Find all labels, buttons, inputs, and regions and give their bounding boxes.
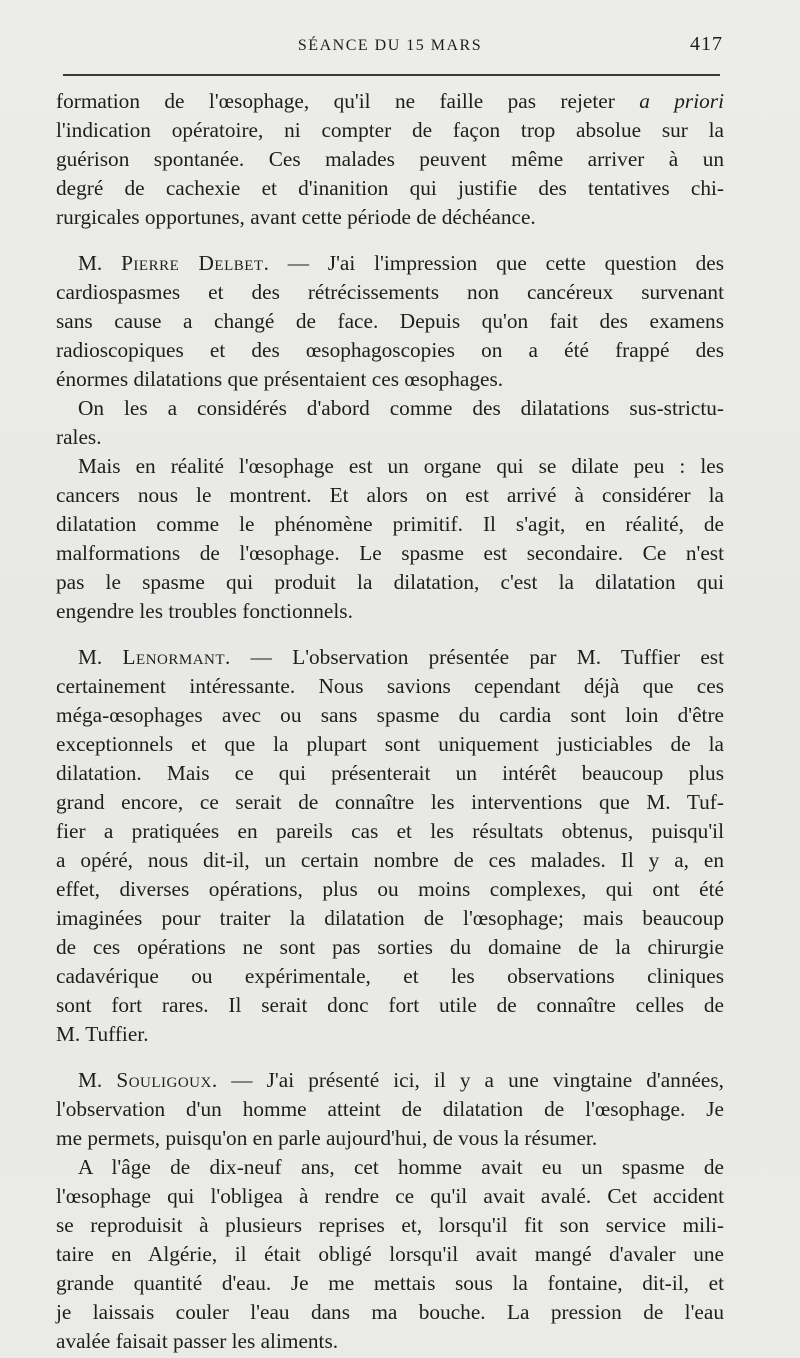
text-line <box>56 1182 724 1211</box>
speaker-prefix: M. <box>78 645 123 669</box>
running-header <box>57 33 723 59</box>
line-text: . — L'observation présentée par M. Tuffier est <box>225 645 724 669</box>
text-line <box>56 817 724 846</box>
text-line <box>56 87 724 116</box>
text-line <box>56 1020 724 1049</box>
line-text: effet, diverses opérations, plus ou moins complexes, qui ont été <box>56 877 724 901</box>
paragraph <box>56 87 724 232</box>
paragraph <box>56 1066 724 1356</box>
line-text: l'observation d'un homme atteint de dilatation de l'œsophage. Je <box>56 1097 724 1121</box>
line-text: rurgicales opportunes, avant cette période de déchéance. <box>56 205 536 229</box>
text-line <box>56 1095 724 1124</box>
text-line <box>56 481 724 510</box>
text-line <box>56 1124 724 1153</box>
paragraph-gap <box>56 1049 724 1066</box>
text-line <box>56 336 724 365</box>
line-text: malformations de l'œsophage. Le spasme est secondaire. Ce n'est <box>56 541 724 565</box>
text-body <box>56 87 724 1356</box>
line-text: de ces opérations ne sont pas sorties du domaine de la chirurgie <box>56 935 724 959</box>
text-line <box>56 1153 724 1182</box>
speaker-prefix: M. <box>78 251 122 275</box>
line-text: se reproduisit à plusieurs reprises et, lorsqu'il fit son service mili- <box>56 1213 724 1237</box>
line-text: radioscopiques et des œsophagoscopies on a été frappé des <box>56 338 724 362</box>
text-line <box>56 394 724 423</box>
line-text: engendre les troubles fonctionnels. <box>56 599 353 623</box>
text-line <box>56 701 724 730</box>
line-text: méga-œsophages avec ou sans spasme du cardia sont loin d'être <box>56 703 724 727</box>
text-line <box>56 962 724 991</box>
text-line <box>56 672 724 701</box>
text-line <box>56 203 724 232</box>
text-line <box>56 145 724 174</box>
line-text: taire en Algérie, il était obligé lorsqu'il avait mangé d'avaler une <box>56 1242 724 1266</box>
line-text: l'indication opératoire, ni compter de façon trop absolue sur la <box>56 118 724 142</box>
speaker-name: Lenormant <box>122 645 226 669</box>
text-line <box>56 1298 724 1327</box>
text-line <box>56 307 724 336</box>
text-line <box>56 452 724 481</box>
line-text: imaginées pour traiter la dilatation de l'œsophage; mais beaucoup <box>56 906 724 930</box>
text-line <box>56 1066 724 1095</box>
line-text: grand encore, ce serait de connaître les interventions que M. Tuf- <box>56 790 724 814</box>
text-line <box>56 568 724 597</box>
line-text: je laissais couler l'eau dans ma bouche. La pression de l'eau <box>56 1300 724 1324</box>
paragraph <box>56 643 724 1049</box>
line-text: . — J'ai présenté ici, il y a une vingtaine d'années, <box>211 1068 724 1092</box>
line-text: avalée faisait passer les aliments. <box>56 1329 339 1353</box>
text-line <box>56 278 724 307</box>
line-text: cancers nous le montrent. Et alors on est arrivé à considérer la <box>56 483 724 507</box>
line-text: Mais en réalité l'œsophage est un organe qui se dilate peu : les <box>78 454 724 478</box>
text-line <box>56 539 724 568</box>
text-line <box>56 1211 724 1240</box>
text-line <box>56 1240 724 1269</box>
line-text: énormes dilatations que présentaient ces œsophages. <box>56 367 504 391</box>
line-text: On les a considérés d'abord comme des dilatations sus-strictu- <box>78 396 724 420</box>
line-text: l'œsophage qui l'obligea à rendre ce qu'il avait avalé. Cet accident <box>56 1184 724 1208</box>
line-text: sont fort rares. Il serait donc fort utile de connaître celles de <box>56 993 724 1017</box>
italic-text: a priori <box>639 89 724 113</box>
line-text: guérison spontanée. Ces malades peuvent même arriver à un <box>56 147 724 171</box>
line-text: dilatation comme le phénomène primitif. Il s'agit, en réalité, de <box>56 512 724 536</box>
line-text: grande quantité d'eau. Je me mettais sous la fontaine, dit-il, et <box>56 1271 724 1295</box>
paragraph <box>56 249 724 626</box>
text-line <box>56 423 724 452</box>
line-text: cardiospasmes et des rétrécissements non cancéreux survenant <box>56 280 724 304</box>
header-rule <box>63 74 720 76</box>
text-line <box>56 1269 724 1298</box>
line-text: M. Tuffier. <box>56 1022 149 1046</box>
text-line <box>56 730 724 759</box>
text-line <box>56 597 724 626</box>
text-line <box>56 249 724 278</box>
text-line <box>56 174 724 203</box>
line-text: cadavérique ou expérimentale, et les observations cliniques <box>56 964 724 988</box>
text-line <box>56 365 724 394</box>
speaker-name: Pierre Delbet <box>121 251 264 275</box>
text-line <box>56 933 724 962</box>
line-text: A l'âge de dix-neuf ans, cet homme avait eu un spasme de <box>78 1155 724 1179</box>
line-text: degré de cachexie et d'inanition qui justifie des tentatives chi- <box>56 176 724 200</box>
line-text: dilatation. Mais ce qui présenterait un intérêt beaucoup plus <box>56 761 724 785</box>
line-text: exceptionnels et que la plupart sont uniquement justiciables de la <box>56 732 724 756</box>
page-number: 417 <box>690 33 723 55</box>
line-text: a opéré, nous dit-il, un certain nombre de ces malades. Il y a, en <box>56 848 724 872</box>
text-line <box>56 904 724 933</box>
speaker-prefix: M. <box>78 1068 117 1092</box>
text-line <box>56 788 724 817</box>
line-text: rales. <box>56 425 102 449</box>
text-line <box>56 643 724 672</box>
line-text: fier a pratiquées en pareils cas et les résultats obtenus, puisqu'il <box>56 819 724 843</box>
text-line <box>56 510 724 539</box>
text-line <box>56 875 724 904</box>
running-title: SÉANCE DU 15 MARS <box>297 37 483 54</box>
line-text: formation de l'œsophage, qu'il ne faille pas rejeter <box>56 89 640 113</box>
text-line <box>56 991 724 1020</box>
line-text: certainement intéressante. Nous savions cependant déjà que ces <box>56 674 724 698</box>
text-line <box>56 759 724 788</box>
text-line <box>56 846 724 875</box>
line-text: pas le spasme qui produit la dilatation, c'est la dilatation qui <box>56 570 724 594</box>
speaker-name: Souligoux <box>116 1068 212 1092</box>
paragraph-gap <box>56 626 724 643</box>
line-text: me permets, puisqu'on en parle aujourd'hui, de vous la résumer. <box>56 1126 598 1150</box>
line-text: . — J'ai l'impression que cette question des <box>263 251 724 275</box>
paragraph-gap <box>56 232 724 249</box>
text-line <box>56 116 724 145</box>
line-text: sans cause a changé de face. Depuis qu'on fait des examens <box>56 309 724 333</box>
text-line <box>56 1327 724 1356</box>
